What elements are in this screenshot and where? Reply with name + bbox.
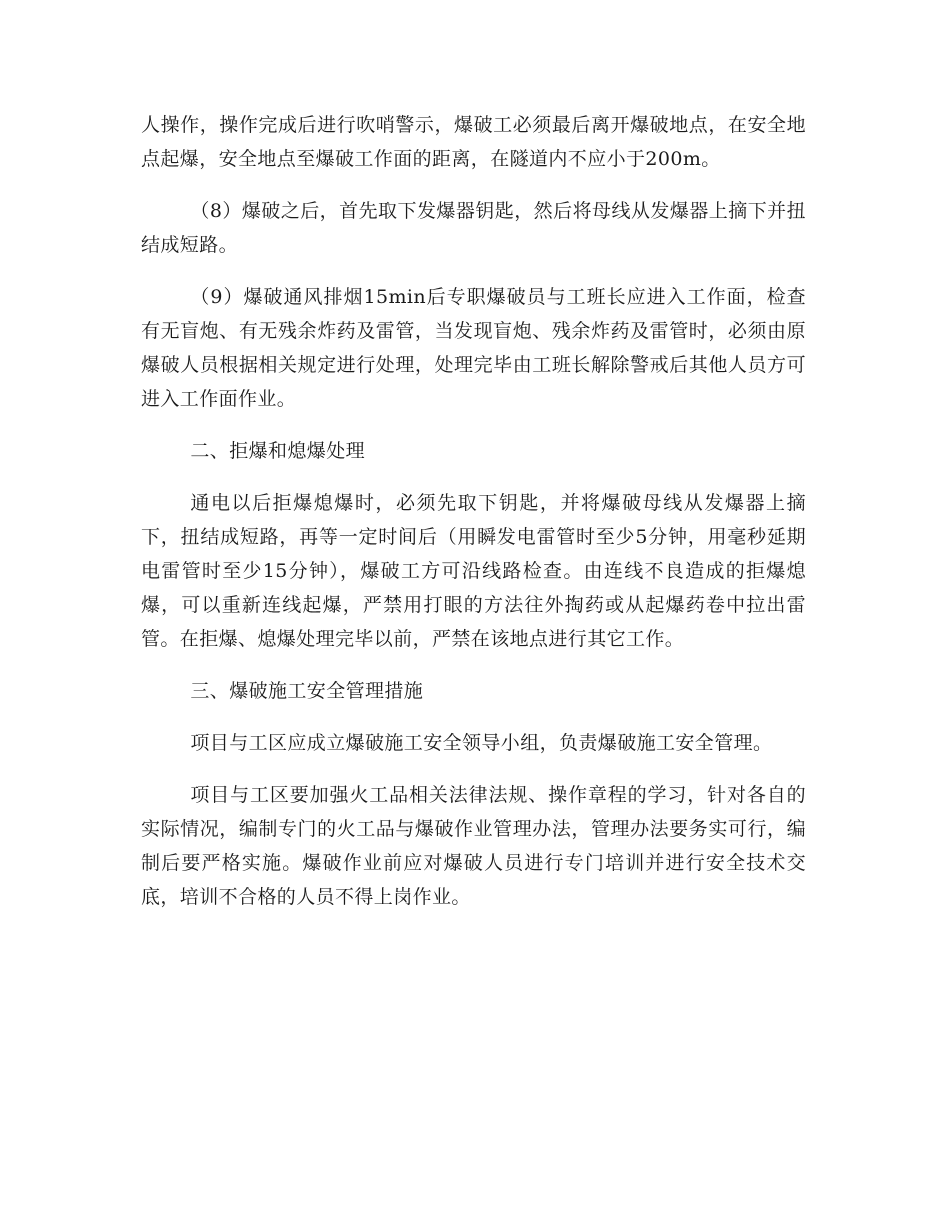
paragraph-misfire-handling: 通电以后拒爆熄爆时，必须先取下钥匙，并将爆破母线从发爆器上摘下，扭结成短路，再等一定时间后（用瞬发电雷管时至少5分钟，用毫秒延期电雷管时至少15分钟），爆破工方可沿线路检查。由连线不良造成的拒爆熄爆，可以重新连线起爆，严禁用打眼的方法往外掏药或从起爆药卷中拉出雷管。在拒爆、熄爆处理完毕以前，严禁在该地点进行其它工作。 [141, 492, 806, 650]
document-body [141, 108, 806, 932]
section-heading-3: 三、爆破施工安全管理措施 [190, 680, 424, 702]
paragraph-training: 项目与工区要加强火工品相关法律法规、操作章程的学习，针对各自的实际情况，编制专门的火工品与爆破作业管理办法，管理办法要务实可行，编制后要严格实施。爆破作业前应对爆破人员进行专门培训并进行安全技术交底，培训不合格的人员不得上岗作业。 [141, 784, 806, 908]
paragraph-continuation: 人操作，操作完成后进行吹哨警示，爆破工必须最后离开爆破地点，在安全地点起爆，安全地点至爆破工作面的距离，在隧道内不应小于200m。 [141, 114, 806, 170]
section-heading-2: 二、拒爆和熄爆处理 [190, 440, 365, 462]
paragraph-safety-group: 项目与工区应成立爆破施工安全领导小组，负责爆破施工安全管理。 [190, 732, 773, 754]
paragraph-item-9: （9）爆破通风排烟15min后专职爆破员与工班长应进入工作面，检查有无盲炮、有无残余炸药及雷管，当发现盲炮、残余炸药及雷管时，必须由原爆破人员根据相关规定进行处理，处理完毕由工班长解除警戒后其他人员方可进入工作面作业。 [141, 286, 806, 410]
paragraph-item-8: （8）爆破之后，首先取下发爆器钥匙，然后将母线从发爆器上摘下并扭结成短路。 [141, 200, 806, 256]
